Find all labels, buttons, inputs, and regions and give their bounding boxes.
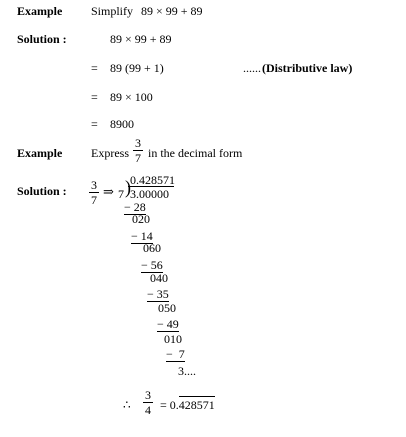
fraction-denominator: 4 — [145, 403, 151, 417]
therefore-symbol: ∴ — [123, 398, 131, 412]
division-subtrahend: − 28 — [124, 200, 146, 214]
distributive-law-note: (Distributive law) — [262, 61, 353, 75]
division-remainder: 020 — [132, 212, 150, 226]
solution-result: 8900 — [110, 117, 134, 131]
division-subtrahend: − 14 — [131, 229, 153, 243]
equals-sign: = — [91, 117, 98, 131]
repeating-digits: 428571 — [178, 398, 215, 412]
solution-expression: 89 × 99 + 89 — [110, 32, 172, 46]
note-dots: ...... — [243, 61, 261, 75]
fraction-numerator: 3 — [135, 136, 141, 150]
division-subtrahend: − 56 — [141, 258, 163, 272]
division-divisor: 7 — [118, 187, 124, 201]
division-quotient: 0.428571 — [130, 173, 175, 187]
fraction — [133, 137, 143, 164]
example-expression: 89 × 99 + 89 — [141, 4, 203, 18]
division-remainder: 060 — [143, 241, 161, 255]
division-bracket: ) — [125, 176, 131, 198]
fraction-numerator: 3 — [145, 388, 151, 402]
fraction — [143, 389, 153, 416]
division-remainder: 010 — [164, 332, 182, 346]
division-remainder: 040 — [150, 271, 168, 285]
division-dividend: 3.00000 — [130, 187, 169, 201]
division-remainder: 050 — [158, 301, 176, 315]
equals-sign: = — [91, 61, 98, 75]
division-subtrahend: − 7 — [166, 347, 185, 361]
implies-arrow: ⇒ — [103, 184, 114, 199]
fraction-denominator: 7 — [135, 151, 141, 165]
example-instruction-tail: in the decimal form — [148, 146, 243, 160]
example-instruction: Simplify — [91, 4, 134, 18]
result-equals — [160, 399, 215, 411]
solution-step: 89 (99 + 1) — [110, 61, 164, 75]
fraction-denominator: 7 — [91, 193, 97, 207]
fraction-numerator: 3 — [91, 178, 97, 192]
division-subtrahend: − 35 — [147, 287, 169, 301]
equals-sign: = — [91, 90, 98, 104]
example-label: Example — [17, 146, 63, 160]
division-remainder: 3.... — [178, 364, 196, 378]
solution-label: Solution : — [17, 184, 67, 198]
example-instruction: Express — [91, 146, 129, 160]
solution-step: 89 × 100 — [110, 90, 153, 104]
fraction — [89, 179, 99, 206]
division-subtrahend: − 49 — [157, 317, 179, 331]
example-label: Example — [17, 4, 63, 18]
result-prefix: = 0. — [160, 398, 179, 412]
solution-label: Solution : — [17, 32, 67, 46]
